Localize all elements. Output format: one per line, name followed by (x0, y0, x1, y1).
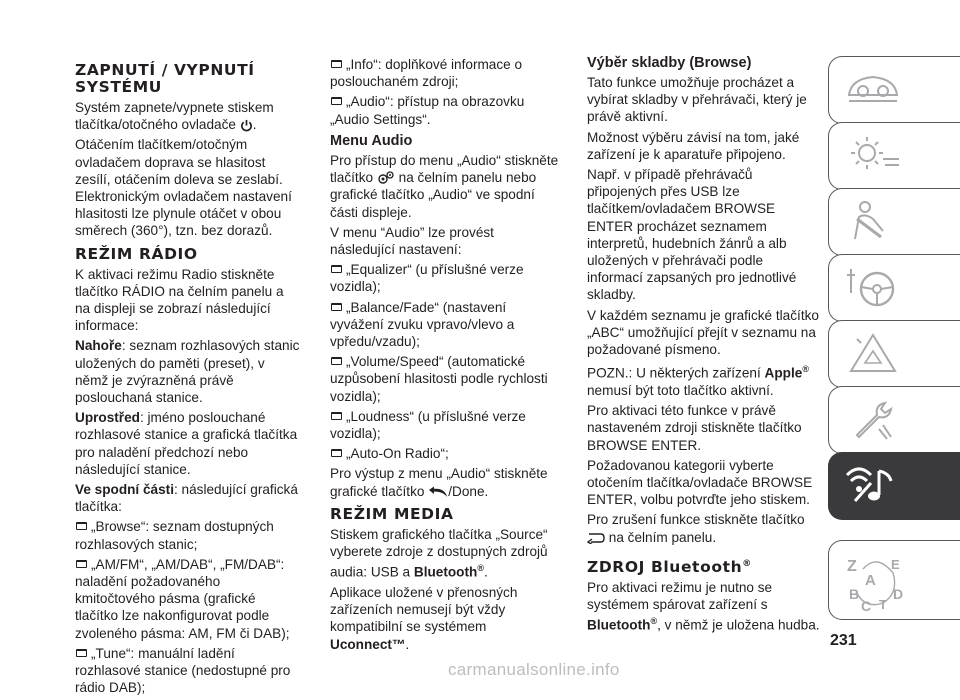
paragraph (75, 337, 301, 406)
registered-mark: ® (650, 616, 658, 627)
paragraph (330, 152, 562, 221)
list-item (330, 261, 562, 295)
page-number: 231 (830, 632, 857, 649)
text: na čelním panelu. (608, 529, 717, 545)
paragraph (330, 465, 562, 499)
power-icon (240, 119, 253, 132)
bullet-icon (331, 97, 342, 105)
bullet-icon (331, 357, 342, 365)
bullet-icon (331, 303, 342, 311)
chapter-tab-index[interactable] (828, 540, 960, 620)
label-top: Nahoře (75, 338, 122, 354)
index-letter: C (861, 598, 872, 614)
bullet-icon (331, 60, 342, 68)
text: nemusí být toto tlačítko aktivní. (587, 382, 774, 398)
paragraph (75, 481, 301, 515)
chapter-tab-driving[interactable] (828, 254, 960, 322)
text: Stiskem grafického tlačítka „Source“ vyberete zdroje z dostupných zdrojů audia: USB a (330, 526, 548, 580)
paragraph: V menu “Audio” lze provést následující nastavení: (330, 224, 494, 258)
heading-media: REŽIM MEDIA (330, 504, 454, 523)
text: „Balance/Fade“ (nastavení vyvážení zvuku vpravo/vlevo a vpředu/vzadu); (330, 299, 515, 350)
text: na čelním panelu nebo grafické tlačítko „Audio“ ve spodní části displeje. (330, 170, 537, 220)
index-letter: E (891, 557, 900, 572)
text: POZN.: U některých zařízení (587, 365, 761, 381)
text: „Info“: doplňkové informace o poslouchaném zdroji; (330, 57, 523, 90)
text: Pro zrušení funkce stiskněte tlačítko (587, 512, 805, 528)
list-item (330, 299, 562, 351)
label-bottom: Ve spodní části (75, 482, 174, 498)
text: „Tune“: manuální ladění rozhlasové stanice (nedostupné pro rádio DAB); (75, 645, 291, 696)
paragraph (330, 584, 562, 653)
index-letter: A (865, 572, 876, 589)
chapter-tab-emergency[interactable] (828, 320, 960, 388)
chapter-tab-safety[interactable] (828, 188, 960, 256)
paragraph: K aktivaci režimu Radio stiskněte tlačítko RÁDIO na čelním panelu a na displeji se zobrazí následující informace: (75, 266, 284, 334)
list-item (330, 408, 562, 442)
apple-brand: Apple (764, 365, 803, 381)
chapter-tab-maintenance[interactable] (828, 386, 960, 454)
sun-lights-icon (843, 131, 903, 181)
text: „AM/FM“, „AM/DAB“, „FM/DAB“: naladění požadovaného kmitočtového pásma (grafické tlačítko lze nakonfigurovat podle zvoleného pásma: AM, FM či DAB); (75, 556, 290, 641)
bullet-icon (76, 649, 87, 657)
heading-bluetooth-source (587, 556, 820, 576)
paragraph: V každém seznamu je grafické tlačítko „ABC“ umožňující přejít v seznamu na požadované písmeno. (587, 307, 819, 358)
bluetooth-brand: Bluetooth (413, 564, 478, 580)
paragraph (587, 579, 820, 634)
list-item (75, 556, 301, 642)
chapter-tab-multimedia[interactable] (828, 452, 960, 520)
text: : následující grafická tlačítka: (75, 482, 298, 515)
registered-mark: ® (477, 563, 484, 574)
alphabet-index-icon (843, 549, 913, 615)
text: Pro přístup do menu „Audio“ stiskněte tlačítko (330, 152, 559, 186)
column-1 (75, 56, 301, 700)
steering-wheel-icon (843, 263, 903, 313)
text: Bluetooth (650, 557, 743, 576)
bullet-icon (331, 449, 342, 457)
heading-radio: REŽIM RÁDIO (75, 244, 198, 263)
text: ZDROJ (587, 557, 645, 576)
back-arrow-icon (587, 532, 605, 544)
back-arrow-icon (428, 486, 448, 498)
index-letter: Z (847, 558, 857, 575)
paragraph: Možnost výběru závisí na tom, jaké zařízení je k aparatuře připojeno. (587, 129, 800, 162)
text: „Loudness“ (u příslušné verze vozidla); (330, 408, 526, 442)
bullet-icon (331, 412, 342, 420)
heading-audio-menu: Menu Audio (330, 132, 413, 149)
text: . (483, 564, 488, 580)
paragraph: Tato funkce umožňuje procházet a vybírat skladby v přehrávači, který je právě aktivní. (587, 75, 807, 125)
bluetooth-brand: Bluetooth (587, 617, 651, 633)
registered-mark: ® (802, 364, 809, 375)
text: „Audio“: přístup na obrazovku „Audio Settings“. (330, 94, 525, 127)
column-2 (330, 56, 562, 656)
label-middle: Uprostřed (75, 410, 140, 426)
uconnect-brand: Uconnect™ (330, 636, 406, 652)
paragraph (587, 361, 820, 399)
chapter-tab-dashboard[interactable] (828, 56, 960, 124)
audio-settings-icon (377, 170, 395, 186)
text: Pro výstup z menu „Audio“ stiskněte grafické tlačítko (330, 466, 548, 499)
list-item (330, 93, 562, 127)
column-3 (587, 56, 820, 637)
heading-browse: Výběr skladby (Browse) (587, 55, 752, 71)
bullet-icon (331, 265, 342, 273)
warning-road-icon (843, 329, 903, 379)
paragraph: Např. v případě přehrávačů připojených přes USB lze tlačítkem/ovladačem BROWSE ENTER procházet seznamem interpretů, hudebních žánrů a alb uložených v přehrávači podle informací zapsaných pro jednotlivé skladby. (587, 167, 797, 303)
paragraph: Otáčením tlačítkem/otočným ovladačem doprava se hlasitost zesílí, otáčením doleva se zeslabí. Elektronickým ovladačem nastavení hlasitosti lze plynule otáčet v obou směrech (360°), tzn. bez dorazů. (75, 137, 292, 239)
paragraph (75, 409, 301, 478)
media-music-icon (843, 461, 903, 511)
wrench-icon (843, 395, 903, 445)
text: : jméno poslouchané rozhlasové stanice a grafická tlačítka pro naladění předchozí nebo následující stanice. (75, 410, 298, 477)
text: „Volume/Speed“ (automatické uzpůsobení hlasitosti podle rychlosti vozidla); (330, 354, 548, 404)
watermark: carmanualsonline.info (448, 660, 620, 679)
text: Pro aktivaci režimu je nutno se systémem spárovat zařízení s (587, 579, 773, 613)
paragraph (330, 526, 562, 581)
list-item (330, 445, 562, 462)
heading-on-off: ZAPNUTÍ / VYPNUTÍ SYSTÉMU (75, 61, 255, 96)
text: : seznam rozhlasových stanic uložených do paměti (preset), v němž je zvýrazněná právě poslouchaná stanice. (75, 338, 300, 406)
text: . (405, 636, 410, 652)
paragraph (587, 511, 820, 545)
paragraph: Pro aktivaci této funkce v právě nastaveném zdroji stiskněte tlačítko BROWSE ENTER. (587, 403, 802, 453)
text: „Equalizer“ (u příslušné verze vozidla); (330, 262, 524, 295)
bullet-icon (76, 560, 87, 568)
text: , v němž je uložena hudba. (657, 617, 820, 633)
paragraph: Požadovanou kategorii vyberte otočením tlačítka/ovladače BROWSE ENTER, volbu potvrďte jeho stiskem. (587, 457, 813, 508)
list-item (330, 56, 562, 90)
car-dashboard-icon (843, 65, 903, 115)
seatbelt-icon (843, 197, 903, 247)
text: Systém zapnete/vypnete stiskem tlačítka/otočného ovladače (75, 100, 274, 133)
text: Aplikace uložené v přenosných zařízeních nemusejí být vždy kompatibilní se systémem (330, 585, 518, 635)
text: /Done. (448, 483, 489, 499)
index-letter: D (893, 586, 904, 602)
index-letter: B (849, 586, 860, 602)
list-item (330, 353, 562, 405)
chapter-tab-lights[interactable] (828, 122, 960, 190)
paragraph: Systém zapnete/vypnete stiskem tlačítka/otočného ovladače . (75, 100, 274, 133)
list-item (75, 645, 301, 697)
list-item (75, 518, 301, 552)
bullet-icon (76, 522, 87, 530)
index-letter: T (879, 597, 887, 612)
registered-mark: ® (742, 558, 752, 569)
text: „Auto-On Radio“; (346, 446, 449, 462)
text: „Browse“: seznam dostupných rozhlasových stanic; (75, 519, 274, 552)
